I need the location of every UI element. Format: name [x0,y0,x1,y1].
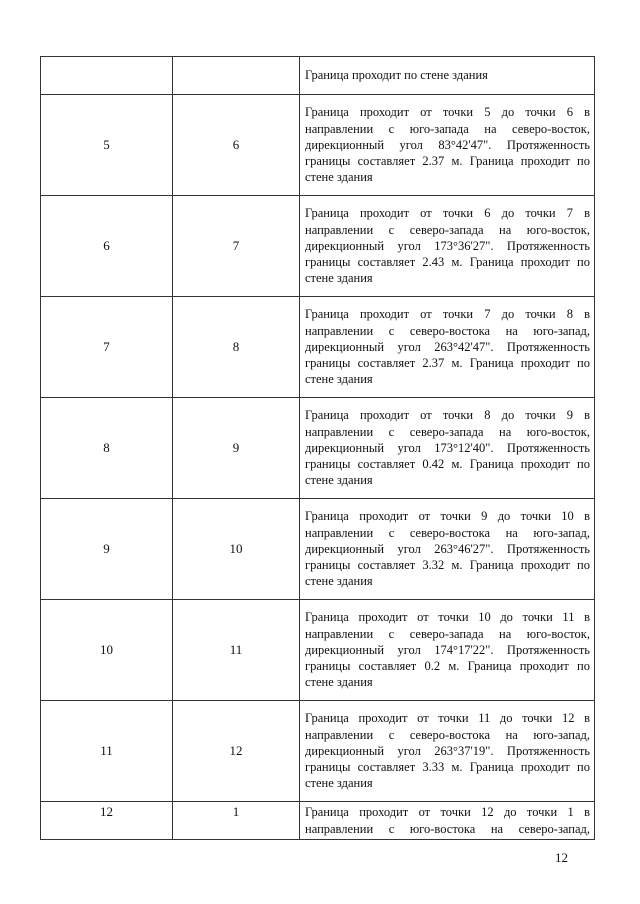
point-to-cell: 7 [173,196,300,297]
boundary-description: Граница проходит от точки 8 до точки 9 в направлении с северо-запада на юго-восток, дирекционный угол 173°12'40". Протяженность границы составляет 0.42 м. Граница проходит по стене здания [305,408,590,488]
boundary-description-cell [300,95,595,196]
point-from-cell: 11 [41,701,173,802]
boundary-table [40,56,595,840]
point-to-cell: 10 [173,499,300,600]
table-row [41,398,595,499]
point-from-cell: 10 [41,600,173,701]
table-row [41,499,595,600]
point-to-cell: 8 [173,297,300,398]
table-row [41,701,595,802]
boundary-description: Граница проходит от точки 12 до точки 1 в направлении с юго-востока на северо-запад, [305,805,590,836]
boundary-description: Граница проходит от точки 11 до точки 12 в направлении с северо-востока на юго-запад, дирекционный угол 263°37'19". Протяженность границы составляет 3.33 м. Граница проходит по стене здания [305,711,590,791]
point-from-cell: 8 [41,398,173,499]
table-row [41,196,595,297]
point-from-cell: 6 [41,196,173,297]
boundary-description-cell [300,297,595,398]
point-to-cell: 12 [173,701,300,802]
boundary-description: Граница проходит от точки 6 до точки 7 в направлении с северо-запада на юго-восток, дирекционный угол 173°36'27". Протяженность границы составляет 2.43 м. Граница проходит по стене здания [305,206,590,286]
boundary-description: Граница проходит по стене здания [305,68,488,83]
table-row [41,600,595,701]
point-to-cell: 9 [173,398,300,499]
point-from-cell: 5 [41,95,173,196]
boundary-description: Граница проходит от точки 10 до точки 11 в направлении с северо-запада на юго-восток, дирекционный угол 174°17'22". Протяженность границы составляет 0.2 м. Граница проходит по стене здания [305,610,590,690]
point-to-cell: 1 [173,802,300,840]
point-from-cell: 9 [41,499,173,600]
point-to-cell: 11 [173,600,300,701]
table-row [41,297,595,398]
point-from-cell [41,57,173,95]
boundary-description: Граница проходит от точки 7 до точки 8 в направлении с северо-востока на юго-запад, дирекционный угол 263°42'47". Протяженность границы составляет 2.37 м. Граница проходит по стене здания [305,307,590,387]
point-from-cell: 12 [41,802,173,840]
table-row [41,57,595,95]
boundary-description: Граница проходит от точки 9 до точки 10 в направлении с северо-востока на юго-запад, дирекционный угол 263°46'27". Протяженность границы составляет 3.32 м. Граница проходит по стене здания [305,509,590,589]
boundary-description-cell [300,600,595,701]
point-to-cell [173,57,300,95]
boundary-description-cell [300,499,595,600]
boundary-description: Граница проходит от точки 5 до точки 6 в направлении с юго-запада на северо-восток, дирекционный угол 83°42'47". Протяженность границы составляет 2.37 м. Граница проходит по стене здания [305,105,590,185]
table-row [41,802,595,840]
page-number: 12 [555,850,568,865]
boundary-description-cell [300,802,595,840]
table-row [41,95,595,196]
boundary-description-cell [300,398,595,499]
boundary-description-cell [300,57,595,95]
boundary-description-cell [300,196,595,297]
point-from-cell: 7 [41,297,173,398]
boundary-description-cell [300,701,595,802]
point-to-cell: 6 [173,95,300,196]
